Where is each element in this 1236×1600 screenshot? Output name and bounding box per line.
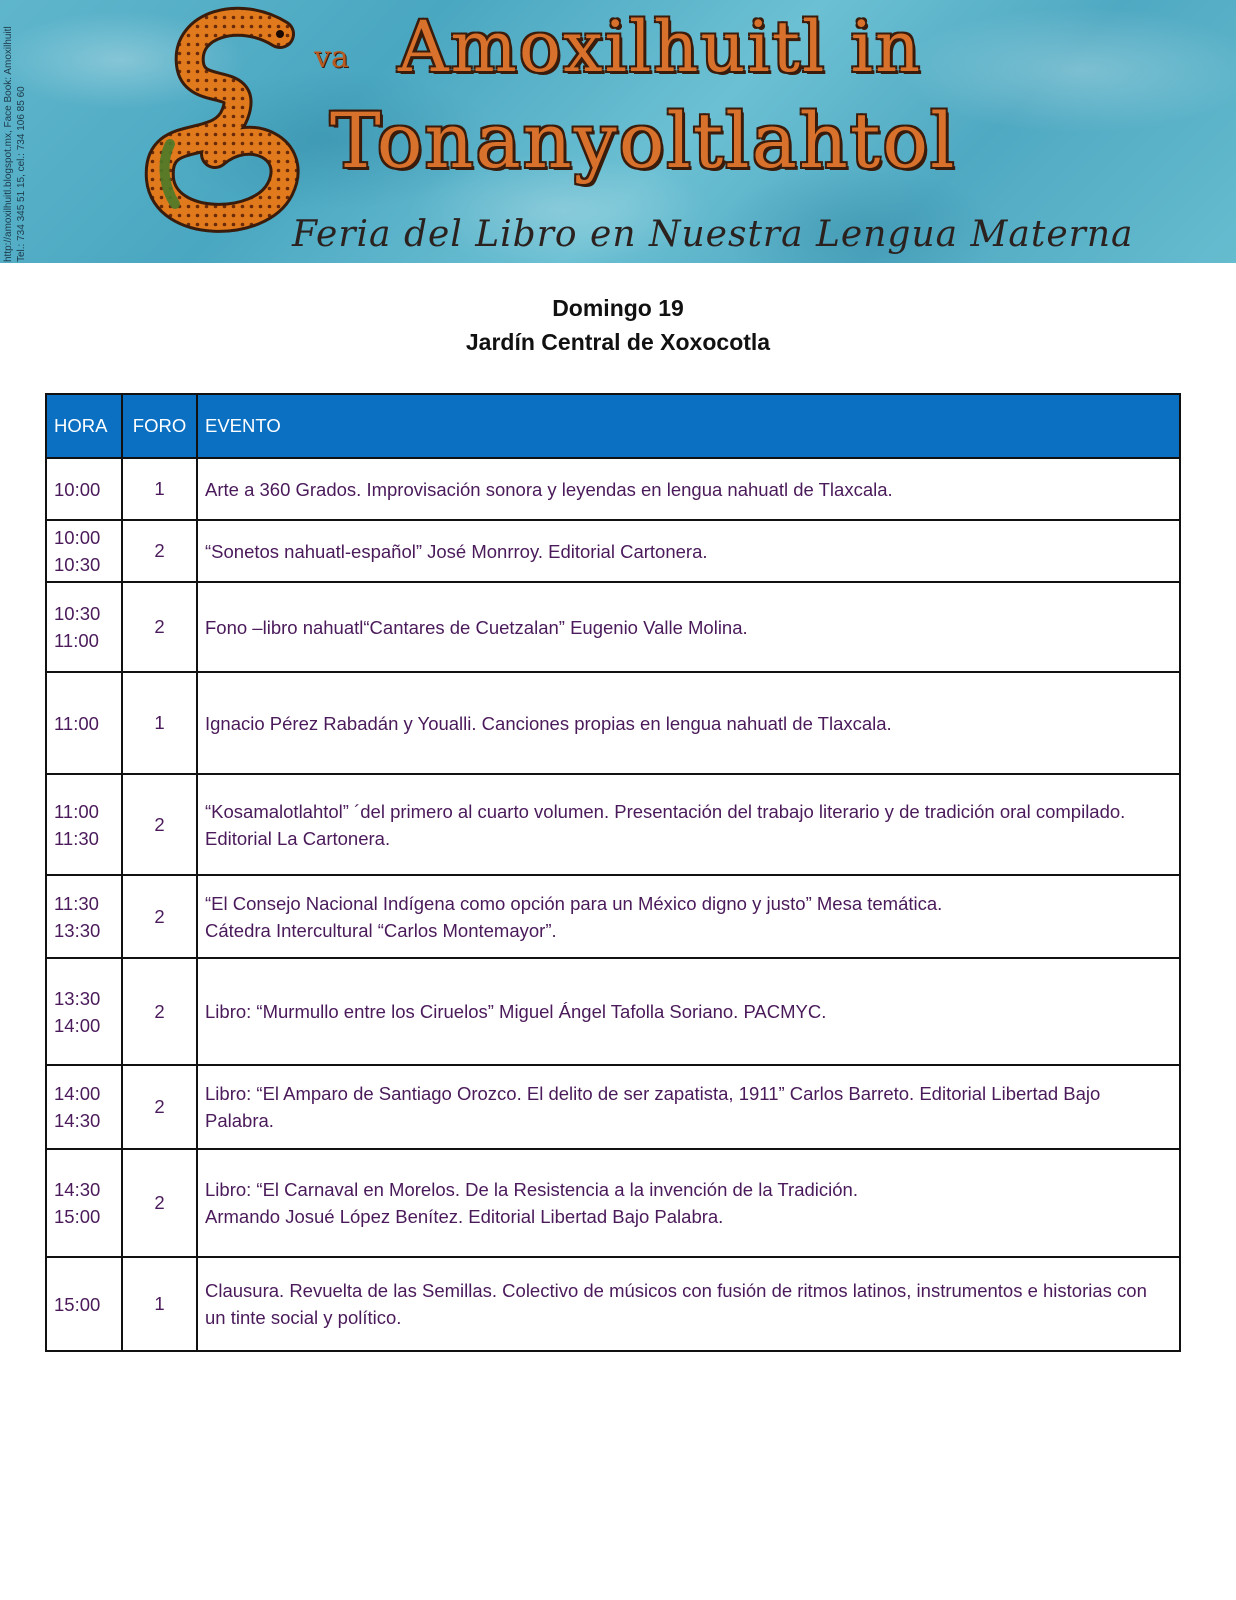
banner-contact-info (2, 0, 28, 262)
evento-line1: Fono –libro nahuatl“Cantares de Cuetzalan” Eugenio Valle Molina. (205, 616, 748, 638)
evento-line1: Libro: “El Carnaval en Morelos. De la Resistencia a la invención de la Tradición. (205, 1179, 858, 1200)
hora-start: 14:00 (54, 1083, 101, 1104)
hora-start: 10:30 (54, 603, 101, 624)
day-heading: Domingo 19 (552, 295, 684, 321)
evento-line1: “Kosamalotlahtol” ´del primero al cuarto volumen. Presentación del trabajo literario y de tradición oral compilado. Editorial La Cartonera. (205, 800, 1126, 849)
banner-edition-suffix: va (314, 40, 349, 75)
foro-cell: 2 (122, 1149, 197, 1257)
hora-end: 11:30 (54, 827, 99, 849)
evento-line1: “Sonetos nahuatl-español” José Monrroy. Editorial Cartonera. (205, 540, 708, 562)
foro-cell: 1 (122, 672, 197, 774)
evento-cell (197, 1149, 1180, 1257)
hora-start: 10:00 (54, 478, 101, 500)
foro-cell: 1 (122, 1257, 197, 1351)
evento-cell (197, 1065, 1180, 1149)
foro-cell: 2 (122, 1065, 197, 1149)
table-row (46, 958, 1180, 1065)
hora-end: 15:00 (54, 1206, 101, 1227)
hora-cell (46, 875, 122, 958)
evento-line1: Ignacio Pérez Rabadán y Youalli. Canciones propias en lengua nahuatl de Tlaxcala. (205, 712, 892, 734)
evento-cell (197, 458, 1180, 520)
header-evento: EVENTO (197, 394, 1180, 458)
hora-cell (46, 1149, 122, 1257)
schedule-table (45, 393, 1181, 1352)
hora-end: 14:30 (54, 1110, 101, 1131)
hora-start: 11:00 (54, 800, 99, 822)
hora-start: 14:30 (54, 1179, 101, 1200)
hora-start: 13:30 (54, 987, 101, 1009)
banner-contact-web: http://amoxilhuitl.blogspot.mx, Face Book: Amoxilhuitl (3, 26, 14, 262)
evento-cell (197, 774, 1180, 875)
banner-title-line2: Tonanyoltlahtol (330, 96, 957, 185)
header-banner (0, 0, 1236, 263)
hora-end: 14:00 (54, 1014, 101, 1036)
foro-cell: 2 (122, 520, 197, 582)
serpent-six-illustration (130, 4, 330, 234)
foro-cell: 2 (122, 582, 197, 672)
hora-cell (46, 774, 122, 875)
hora-cell (46, 1257, 122, 1351)
foro-cell: 1 (122, 458, 197, 520)
hora-cell (46, 582, 122, 672)
venue-heading: Jardín Central de Xoxocotla (465, 329, 771, 355)
header-foro: FORO (122, 394, 197, 458)
hora-start: 11:30 (54, 892, 99, 914)
table-row (46, 1065, 1180, 1149)
table-row (46, 520, 1180, 582)
hora-start: 11:00 (54, 712, 99, 734)
table-row (46, 875, 1180, 958)
evento-line2: Armando Josué López Benítez. Editorial Libertad Bajo Palabra. (205, 1206, 724, 1227)
table-row (46, 582, 1180, 672)
hora-cell (46, 1065, 122, 1149)
evento-line1: Arte a 360 Grados. Improvisación sonora y leyendas en lengua nahuatl de Tlaxcala. (205, 478, 893, 500)
hora-cell (46, 458, 122, 520)
table-row (46, 774, 1180, 875)
hora-cell (46, 520, 122, 582)
hora-end: 13:30 (54, 919, 101, 941)
evento-line1: Libro: “Murmullo entre los Ciruelos” Miguel Ángel Tafolla Soriano. PACMYC. (205, 1001, 827, 1022)
table-header-row (46, 394, 1180, 458)
banner-title-line1: Amoxilhuitl in (398, 6, 923, 88)
banner-subtitle: Feria del Libro en Nuestra Lengua Materna (292, 214, 1134, 255)
header-hora: HORA (46, 394, 122, 458)
foro-cell: 2 (122, 875, 197, 958)
evento-cell (197, 958, 1180, 1065)
hora-start: 15:00 (54, 1293, 101, 1315)
hora-cell (46, 672, 122, 774)
hora-cell (46, 958, 122, 1065)
hora-end: 11:00 (54, 630, 99, 651)
table-row (46, 1257, 1180, 1351)
hora-end: 10:30 (54, 554, 101, 575)
evento-cell (197, 875, 1180, 958)
evento-line2: Cátedra Intercultural “Carlos Montemayor”. (205, 919, 557, 941)
table-row (46, 458, 1180, 520)
foro-cell: 2 (122, 774, 197, 875)
evento-cell (197, 520, 1180, 582)
evento-cell (197, 1257, 1180, 1351)
evento-cell (197, 672, 1180, 774)
hora-start: 10:00 (54, 527, 101, 548)
evento-line1: “El Consejo Nacional Indígena como opción para un México digno y justo” Mesa temática. (205, 892, 943, 914)
evento-cell (197, 582, 1180, 672)
table-row (46, 672, 1180, 774)
foro-cell: 2 (122, 958, 197, 1065)
table-row (46, 1149, 1180, 1257)
evento-line1: Libro: “El Amparo de Santiago Orozco. El delito de ser zapatista, 1911” Carlos Barreto. Editorial Libertad Bajo Palabra. (205, 1083, 1101, 1131)
banner-contact-phone: Tel.: 734 345 51 15, cel.: 734 106 85 60 (16, 86, 27, 262)
evento-line1: Clausura. Revuelta de las Semillas. Colectivo de músicos con fusión de ritmos latinos, instrumentos e historias con un tinte social y político. (205, 1280, 1147, 1328)
